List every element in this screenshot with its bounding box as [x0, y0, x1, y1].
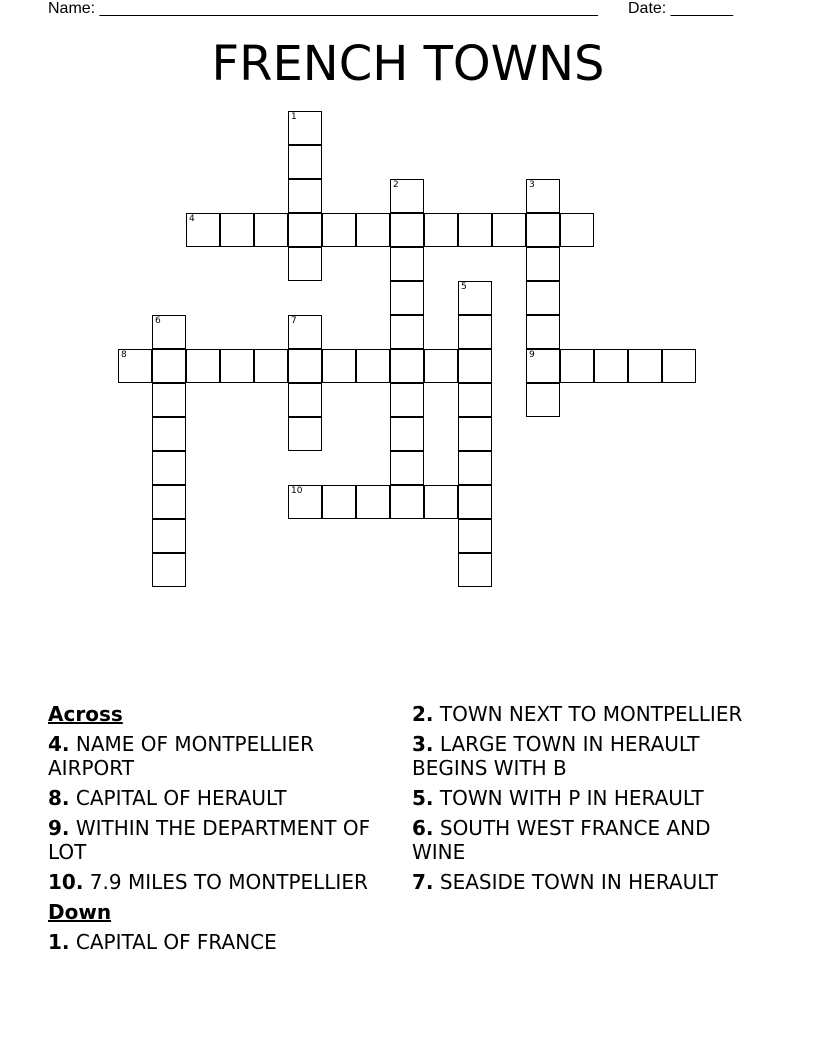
- clue-number: 7: [291, 316, 297, 326]
- grid-cell[interactable]: [390, 315, 424, 349]
- clue-item: [48, 732, 403, 780]
- grid-cell[interactable]: [458, 417, 492, 451]
- clue-item: [412, 870, 752, 894]
- grid-cell[interactable]: [424, 213, 458, 247]
- grid-cell[interactable]: [288, 315, 322, 349]
- grid-cell[interactable]: [288, 145, 322, 179]
- grid-cell[interactable]: [458, 281, 492, 315]
- clue-number: 4: [189, 214, 195, 224]
- clue-item-number: 5.: [412, 786, 434, 810]
- clue-number: 3: [529, 180, 535, 190]
- grid-cell[interactable]: [390, 417, 424, 451]
- grid-cell[interactable]: [458, 553, 492, 587]
- grid-cell[interactable]: [390, 451, 424, 485]
- grid-cell[interactable]: [288, 417, 322, 451]
- grid-cell[interactable]: [186, 213, 220, 247]
- clue-item-number: 10.: [48, 870, 84, 894]
- grid-cell[interactable]: [526, 349, 560, 383]
- grid-cell[interactable]: [594, 349, 628, 383]
- clue-item: [412, 732, 752, 780]
- clue-item-text: 7.9 MILES TO MONTPELLIER: [83, 870, 368, 894]
- grid-cell[interactable]: [390, 179, 424, 213]
- clue-number: 2: [393, 180, 399, 190]
- grid-cell[interactable]: [356, 349, 390, 383]
- grid-cell[interactable]: [152, 519, 186, 553]
- clue-item-number: 8.: [48, 786, 70, 810]
- grid-cell[interactable]: [152, 485, 186, 519]
- clue-item-text: NAME OF MONTPELLIER AIRPORT: [48, 732, 314, 780]
- date-field-label: Date: _______: [628, 0, 733, 17]
- grid-cell[interactable]: [526, 213, 560, 247]
- grid-cell[interactable]: [458, 315, 492, 349]
- clue-item-number: 6.: [412, 816, 434, 840]
- grid-cell[interactable]: [526, 281, 560, 315]
- clue-number: 6: [155, 316, 161, 326]
- clue-item: [48, 816, 403, 864]
- grid-cell[interactable]: [458, 485, 492, 519]
- clue-item: [412, 816, 752, 864]
- grid-cell[interactable]: [288, 179, 322, 213]
- clue-item: [48, 786, 403, 810]
- grid-cell[interactable]: [526, 383, 560, 417]
- grid-cell[interactable]: [424, 485, 458, 519]
- clue-number: 5: [461, 282, 467, 292]
- grid-cell[interactable]: [152, 383, 186, 417]
- clue-item: [412, 786, 752, 810]
- clue-item-number: 7.: [412, 870, 434, 894]
- grid-cell[interactable]: [390, 383, 424, 417]
- clue-item-number: 9.: [48, 816, 70, 840]
- clue-item-number: 2.: [412, 702, 434, 726]
- grid-cell[interactable]: [322, 349, 356, 383]
- grid-cell[interactable]: [288, 111, 322, 145]
- grid-cell[interactable]: [288, 485, 322, 519]
- grid-cell[interactable]: [254, 349, 288, 383]
- clue-number: 1: [291, 112, 297, 122]
- clue-section-heading: Down: [48, 900, 112, 924]
- clue-item-number: 4.: [48, 732, 70, 756]
- grid-cell[interactable]: [288, 349, 322, 383]
- grid-cell[interactable]: [186, 349, 220, 383]
- grid-cell[interactable]: [322, 213, 356, 247]
- grid-cell[interactable]: [628, 349, 662, 383]
- clue-item-text: TOWN WITH P IN HERAULT: [433, 786, 704, 810]
- grid-cell[interactable]: [662, 349, 696, 383]
- grid-cell[interactable]: [152, 417, 186, 451]
- grid-cell[interactable]: [288, 247, 322, 281]
- clue-item-text: CAPITAL OF HERAULT: [69, 786, 287, 810]
- grid-cell[interactable]: [458, 349, 492, 383]
- grid-cell[interactable]: [458, 451, 492, 485]
- grid-cell[interactable]: [356, 485, 390, 519]
- grid-cell[interactable]: [322, 485, 356, 519]
- grid-cell[interactable]: [526, 179, 560, 213]
- grid-cell[interactable]: [152, 553, 186, 587]
- grid-cell[interactable]: [118, 349, 152, 383]
- clue-section-heading: Across: [48, 702, 123, 726]
- grid-cell[interactable]: [526, 315, 560, 349]
- clue-item: [412, 702, 752, 726]
- grid-cell[interactable]: [254, 213, 288, 247]
- clue-item-text: LARGE TOWN IN HERAULT BEGINS WITH B: [412, 732, 700, 780]
- grid-cell[interactable]: [220, 213, 254, 247]
- grid-cell[interactable]: [152, 349, 186, 383]
- grid-cell[interactable]: [458, 213, 492, 247]
- clue-item-text: CAPITAL OF FRANCE: [69, 930, 277, 954]
- clue-item-text: TOWN NEXT TO MONTPELLIER: [433, 702, 743, 726]
- clue-item-text: SOUTH WEST FRANCE AND WINE: [412, 816, 711, 864]
- grid-cell[interactable]: [458, 519, 492, 553]
- grid-cell[interactable]: [288, 213, 322, 247]
- grid-cell[interactable]: [492, 213, 526, 247]
- grid-cell[interactable]: [560, 349, 594, 383]
- clues-left-column: [48, 702, 403, 960]
- grid-cell[interactable]: [220, 349, 254, 383]
- clues-right-column: [412, 702, 752, 900]
- clue-item-number: 3.: [412, 732, 434, 756]
- grid-cell[interactable]: [390, 349, 424, 383]
- clue-number: 10: [291, 486, 303, 496]
- grid-cell[interactable]: [526, 247, 560, 281]
- grid-cell[interactable]: [390, 281, 424, 315]
- clue-item-text: SEASIDE TOWN IN HERAULT: [433, 870, 718, 894]
- grid-cell[interactable]: [288, 383, 322, 417]
- grid-cell[interactable]: [390, 485, 424, 519]
- grid-cell[interactable]: [560, 213, 594, 247]
- clue-number: 8: [121, 350, 127, 360]
- page-title: FRENCH TOWNS: [211, 36, 605, 92]
- grid-cell[interactable]: [458, 383, 492, 417]
- grid-cell[interactable]: [152, 315, 186, 349]
- clue-item: [48, 870, 403, 894]
- grid-cell[interactable]: [152, 451, 186, 485]
- name-field-label: Name: ________________________________________________________: [48, 0, 598, 17]
- clue-item-number: 1.: [48, 930, 70, 954]
- clue-number: 9: [529, 350, 535, 360]
- clue-item-text: WITHIN THE DEPARTMENT OF LOT: [48, 816, 371, 864]
- clue-item: [48, 930, 403, 954]
- grid-cell[interactable]: [390, 213, 424, 247]
- grid-cell[interactable]: [424, 349, 458, 383]
- grid-cell[interactable]: [356, 213, 390, 247]
- grid-cell[interactable]: [390, 247, 424, 281]
